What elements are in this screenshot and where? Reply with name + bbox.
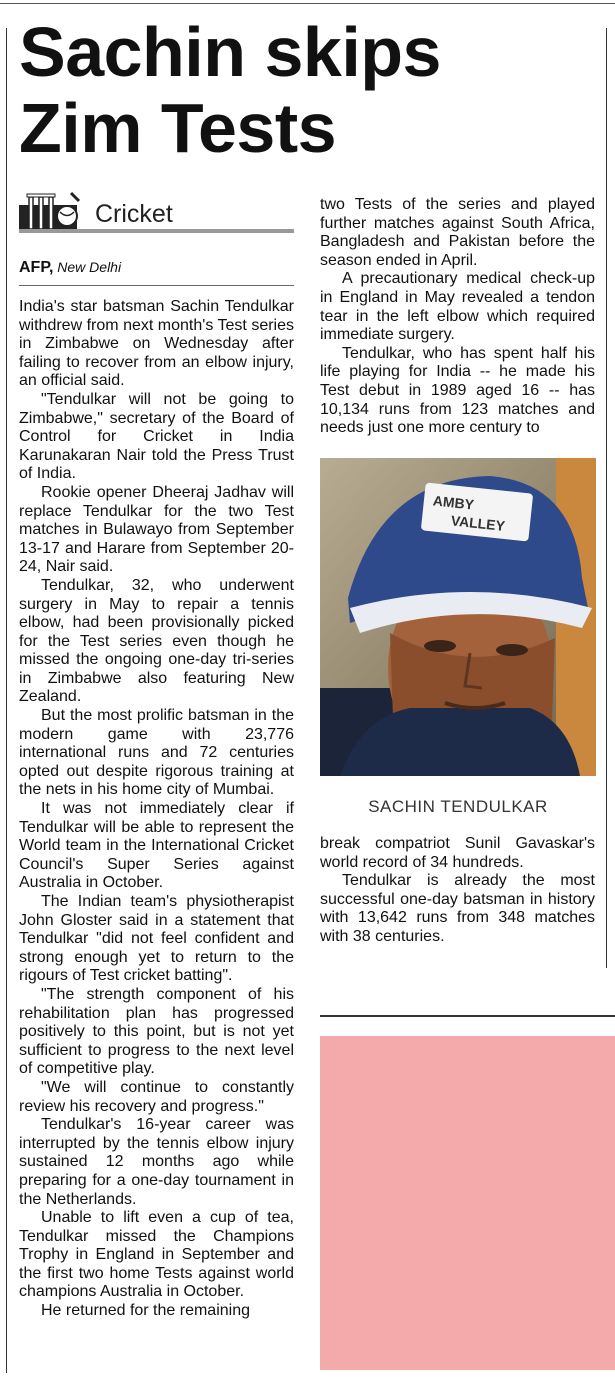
- headline: [19, 14, 599, 166]
- paragraph: two Tests of the series and played further matches against South Africa, Bangladesh and Pakistan before the season ended in April.: [320, 196, 595, 269]
- advertisement-placeholder: [320, 1036, 615, 1370]
- cap-text-line-1: AMBY: [432, 492, 475, 513]
- byline-rule: [19, 285, 294, 286]
- paragraph: A precautionary medical check-up in England in May revealed a tendon tear in the left elbow which required immediate surgery.: [320, 270, 595, 344]
- article-column-1: [19, 298, 294, 1321]
- player-photo: [320, 458, 596, 776]
- cricket-stumps-ball-icon: [19, 191, 93, 231]
- right-column-rule: [606, 28, 607, 968]
- paragraph: "Tendulkar will not be going to Zimbabwe," secretary of the Board of Control for Cricket in India Karunakaran Nair told the Press Trust of India.: [19, 390, 294, 483]
- left-column-rule: [6, 28, 7, 1373]
- paragraph: Tendulkar's 16-year career was interrupted by the tennis elbow injury sustained 12 months ago while preparing for a one-day tournament in the Netherlands.: [19, 1116, 294, 1208]
- paragraph: "The strength component of his rehabilitation plan has progressed positively to this point, but is not yet sufficient to progress to the next level of competitive play.: [19, 985, 294, 1078]
- cap-text-line-2: VALLEY: [450, 512, 506, 534]
- section-tag: [19, 191, 294, 235]
- section-underline: [19, 229, 294, 233]
- paragraph: India's star batsman Sachin Tendulkar withdrew from next month's Test series in Zimbabwe on Wednesday after failing to recover from an elbow injury, an official said.: [19, 298, 294, 390]
- paragraph: Tendulkar is already the most successful one-day batsman in history with 13,642 runs from 348 matches with 38 centuries.: [320, 872, 595, 945]
- paragraph: It was not immediately clear if Tendulkar will be able to represent the World team in the International Cricket Council's Super Series against Australia in October.: [19, 800, 294, 892]
- paragraph: Unable to lift even a cup of tea, Tendulkar missed the Champions Trophy in England in September and the first two home Tests against world champions Australia in October.: [19, 1209, 294, 1301]
- paragraph: Tendulkar, 32, who underwent surgery in May to repair a tennis elbow, had been provisionally picked for the Test series even though he missed the ongoing one-day tri-series in Zimbabwe also featuring New Zealand.: [19, 576, 294, 706]
- portrait-illustration: [320, 458, 596, 776]
- paragraph: "We will continue to constantly review his recovery and progress.": [19, 1078, 294, 1115]
- paragraph: Tendulkar, who has spent half his life playing for India -- he made his Test debut in 1989 aged 16 -- has 10,134 runs from 123 matches and needs just one more century to: [320, 344, 595, 437]
- paragraph: Rookie opener Dheeraj Jadhav will replace Tendulkar for the two Test matches in Bulawayo from September 13-17 and Harare from September 20-24, Nair said.: [19, 483, 294, 576]
- headline-line-1: Sachin skips: [19, 13, 441, 91]
- byline-agency: AFP,: [19, 259, 54, 276]
- article-column-2-bottom: [320, 835, 595, 947]
- article-column-2-top: [320, 196, 595, 438]
- byline-place: New Delhi: [57, 259, 122, 275]
- byline: [19, 258, 121, 277]
- headline-line-2: Zim Tests: [19, 89, 337, 167]
- paragraph: But the most prolific batsman in the modern game with 23,776 international runs and 72 centuries opted out despite rigorous training at the nets in his home city of Mumbai.: [19, 707, 294, 799]
- photo-caption: SACHIN TENDULKAR: [368, 797, 548, 816]
- paragraph: break compatriot Sunil Gavaskar's world record of 34 hundreds.: [320, 835, 595, 871]
- top-rule: [0, 3, 615, 4]
- paragraph: The Indian team's physiotherapist John Gloster said in a statement that Tendulkar "did not feel confident and strong enough yet to return to the rigours of Test cricket batting".: [19, 893, 294, 985]
- section-name: Cricket: [95, 200, 173, 228]
- paragraph: He returned for the remaining: [41, 1302, 250, 1320]
- ad-separator-rule: [320, 1015, 615, 1017]
